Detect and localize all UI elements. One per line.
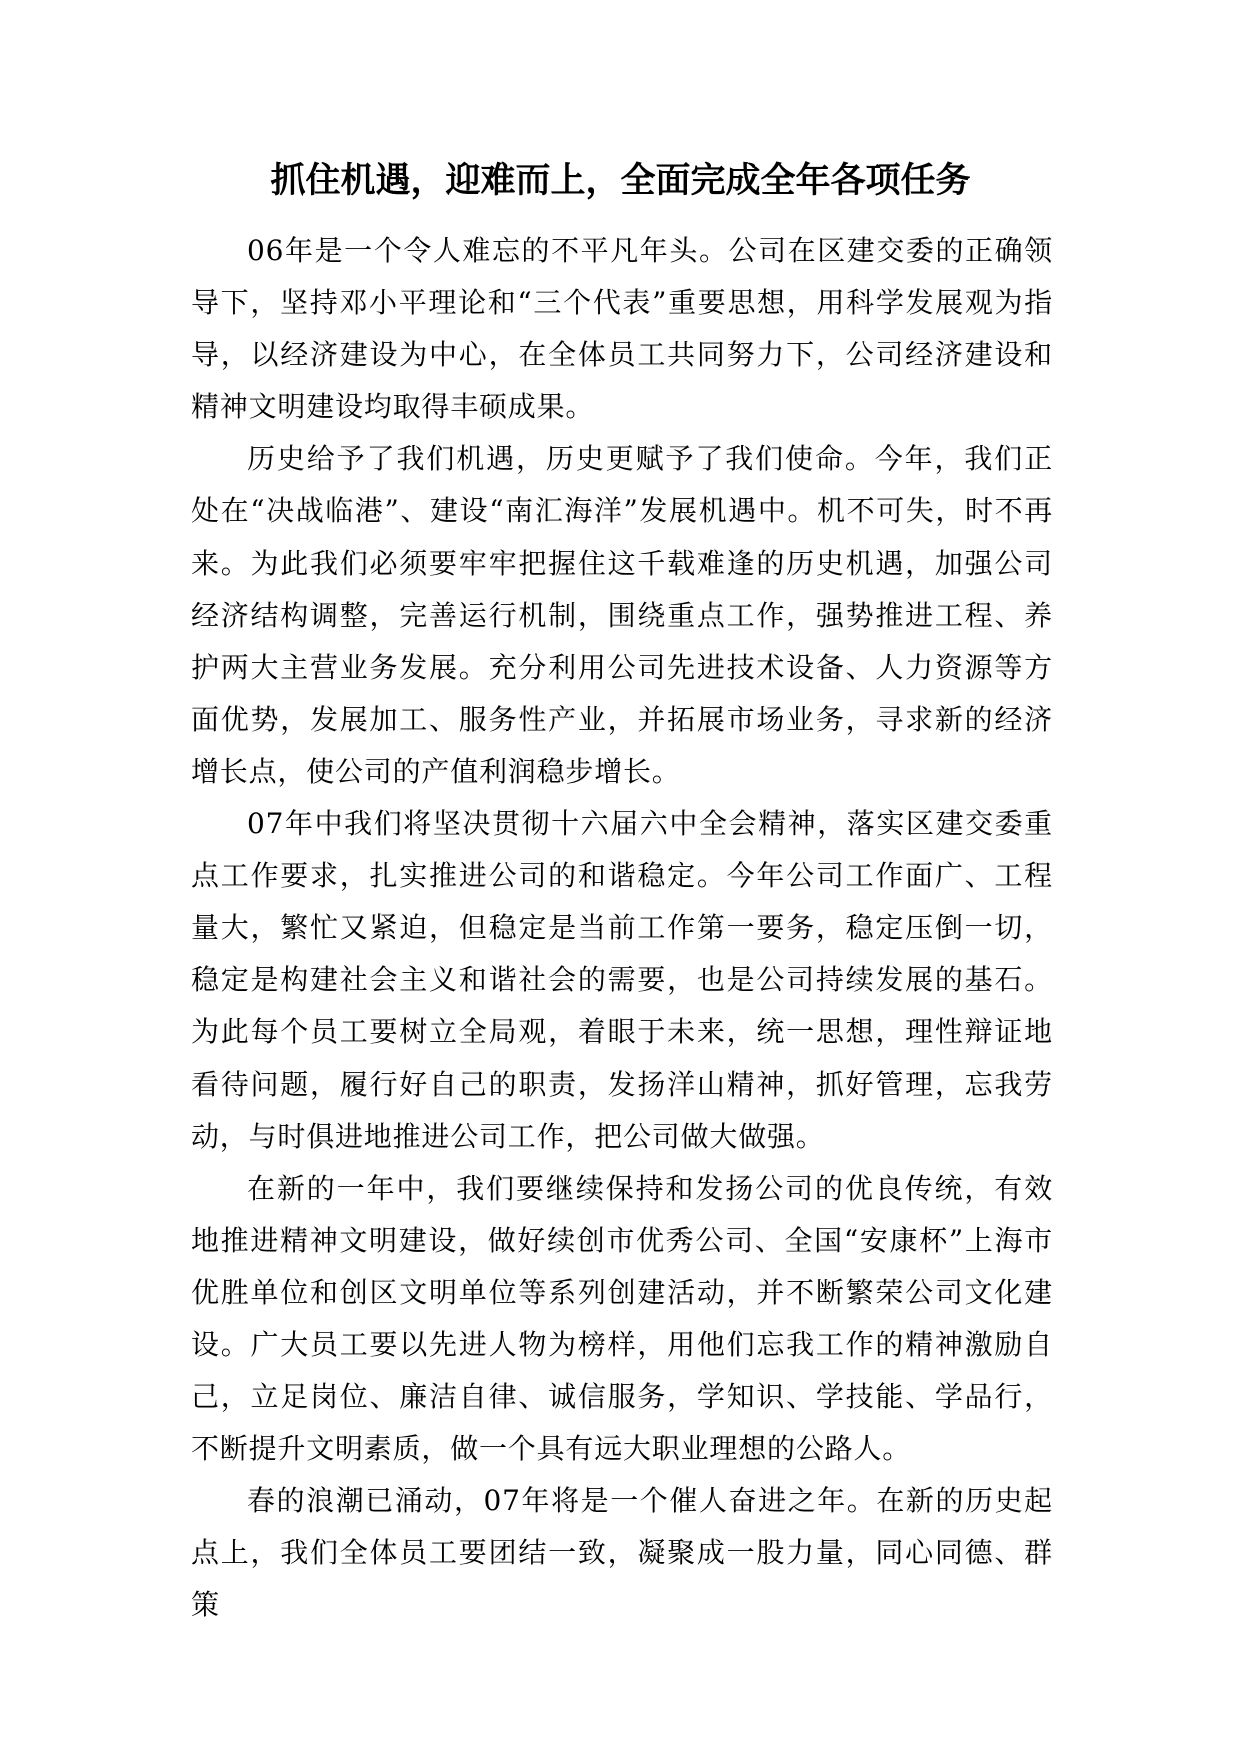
- paragraph-4: 在新的一年中，我们要继续保持和发扬公司的优良传统，有效地推进精神文明建设，做好续创市优秀公司、全国“安康杯”上海市优胜单位和创区文明单位等系列创建活动，并不断繁荣公司文化建设。广大员工要以先进人物为榜样，用他们忘我工作的精神激励自己，立足岗位、廉洁自律、诚信服务，学知识、学技能、学品行，不断提升文明素质，做一个具有远大职业理想的公路人。: [191, 1171, 1053, 1466]
- document-title: 抓住机遇，迎难而上，全面完成全年各项任务: [270, 161, 971, 201]
- paragraph-1: 06年是一个令人难忘的不平凡年头。公司在区建交委的正确领导下，坚持邓小平理论和“三个代表”重要思想，用科学发展观为指导，以经济建设为中心，在全体员工共同努力下，公司经济建设和精神文明建设均取得丰硕成果。: [191, 234, 1053, 424]
- paragraph-3: 07年中我们将坚决贯彻十六届六中全会精神，落实区建交委重点工作要求，扎实推进公司的和谐稳定。今年公司工作面广、工程量大，繁忙又紧迫，但稳定是当前工作第一要务，稳定压倒一切，稳定是构建社会主义和谐社会的需要，也是公司持续发展的基石。为此每个员工要树立全局观，着眼于未来，统一思想，理性辩证地看待问题，履行好自己的职责，发扬洋山精神，抓好管理，忘我劳动，与时俱进地推进公司工作，把公司做大做强。: [191, 807, 1053, 1153]
- paragraph-5: 春的浪潮已涌动，07年将是一个催人奋进之年。在新的历史起点上，我们全体员工要团结一致，凝聚成一股力量，同心同德、群策: [191, 1484, 1053, 1622]
- paragraph-2: 历史给予了我们机遇，历史更赋予了我们使命。今年，我们正处在“决战临港”、建设“南汇海洋”发展机遇中。机不可失，时不再来。为此我们必须要牢牢把握住这千载难逢的历史机遇，加强公司经济结构调整，完善运行机制，围绕重点工作，强势推进工程、养护两大主营业务发展。充分利用公司先进技术设备、人力资源等方面优势，发展加工、服务性产业，并拓展市场业务，寻求新的经济增长点，使公司的产值利润稳步增长。: [191, 442, 1053, 788]
- document-body: [191, 225, 1053, 1632]
